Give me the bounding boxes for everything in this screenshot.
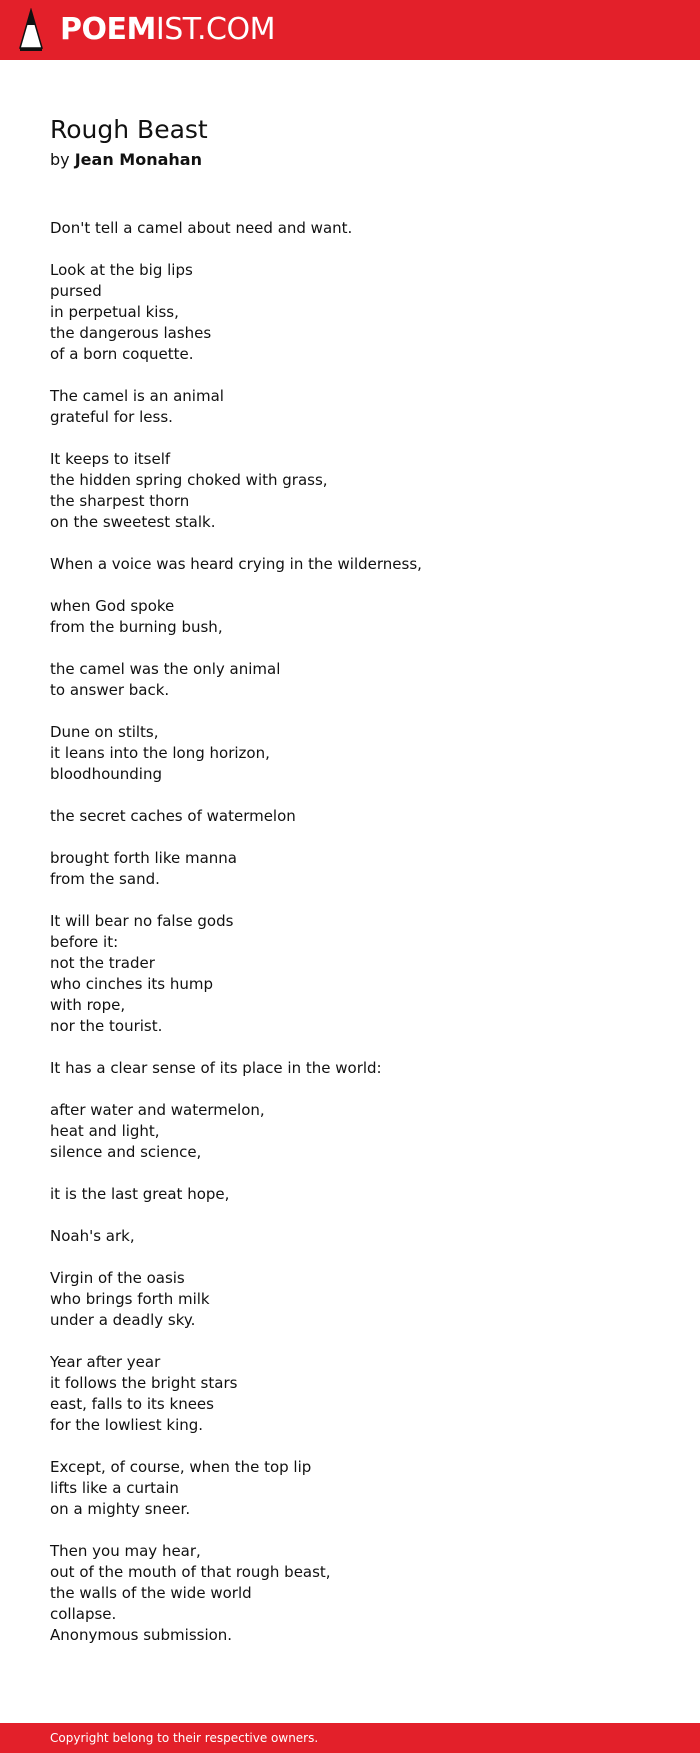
poem-title: Rough Beast	[50, 115, 208, 144]
by-prefix: by	[50, 150, 70, 169]
pencil-tip-icon	[18, 8, 44, 52]
logo-light-text: IST.COM	[155, 12, 275, 47]
site-footer	[0, 1723, 700, 1753]
site-logo-text	[60, 12, 275, 47]
logo-bold-text: POEM	[60, 12, 156, 47]
poem-body: Don't tell a camel about need and want. Look at the big lips pursed in perpetual kiss, the dangerous lashes of a born coquette. The camel is an animal grateful for less. It keeps to itself the hidden spring choked with grass, the sharpest thorn on the sweetest stalk. When a voice was heard crying in the wilderness, when God spoke from the burning bush, the camel was the only animal to answer back. Dune on stilts, it leans into the long horizon, bloodhounding the secret caches of watermelon brought forth like manna from the sand. It will bear no false gods before it: not the trader who cinches its hump with rope, nor the tourist. It has a clear sense of its place in the world: after water and watermelon, heat and light, silence and science, it is the last great hope, Noah's ark, Virgin of the oasis who brings forth milk under a deadly sky. Year after year it follows the bright stars east, falls to its knees for the lowliest king. Except, of course, when the top lip lifts like a curtain on a mighty sneer. Then you may hear, out of the mouth of that rough beast, the walls of the wide world collapse. Anonymous submission.	[50, 219, 422, 1644]
site-logo-link[interactable]	[18, 8, 275, 52]
copyright-text: Copyright belong to their respective owners.	[50, 1731, 319, 1745]
author-name: Jean Monahan	[74, 150, 202, 169]
byline	[50, 148, 650, 172]
site-header	[0, 0, 700, 60]
poem-content	[50, 112, 650, 1646]
